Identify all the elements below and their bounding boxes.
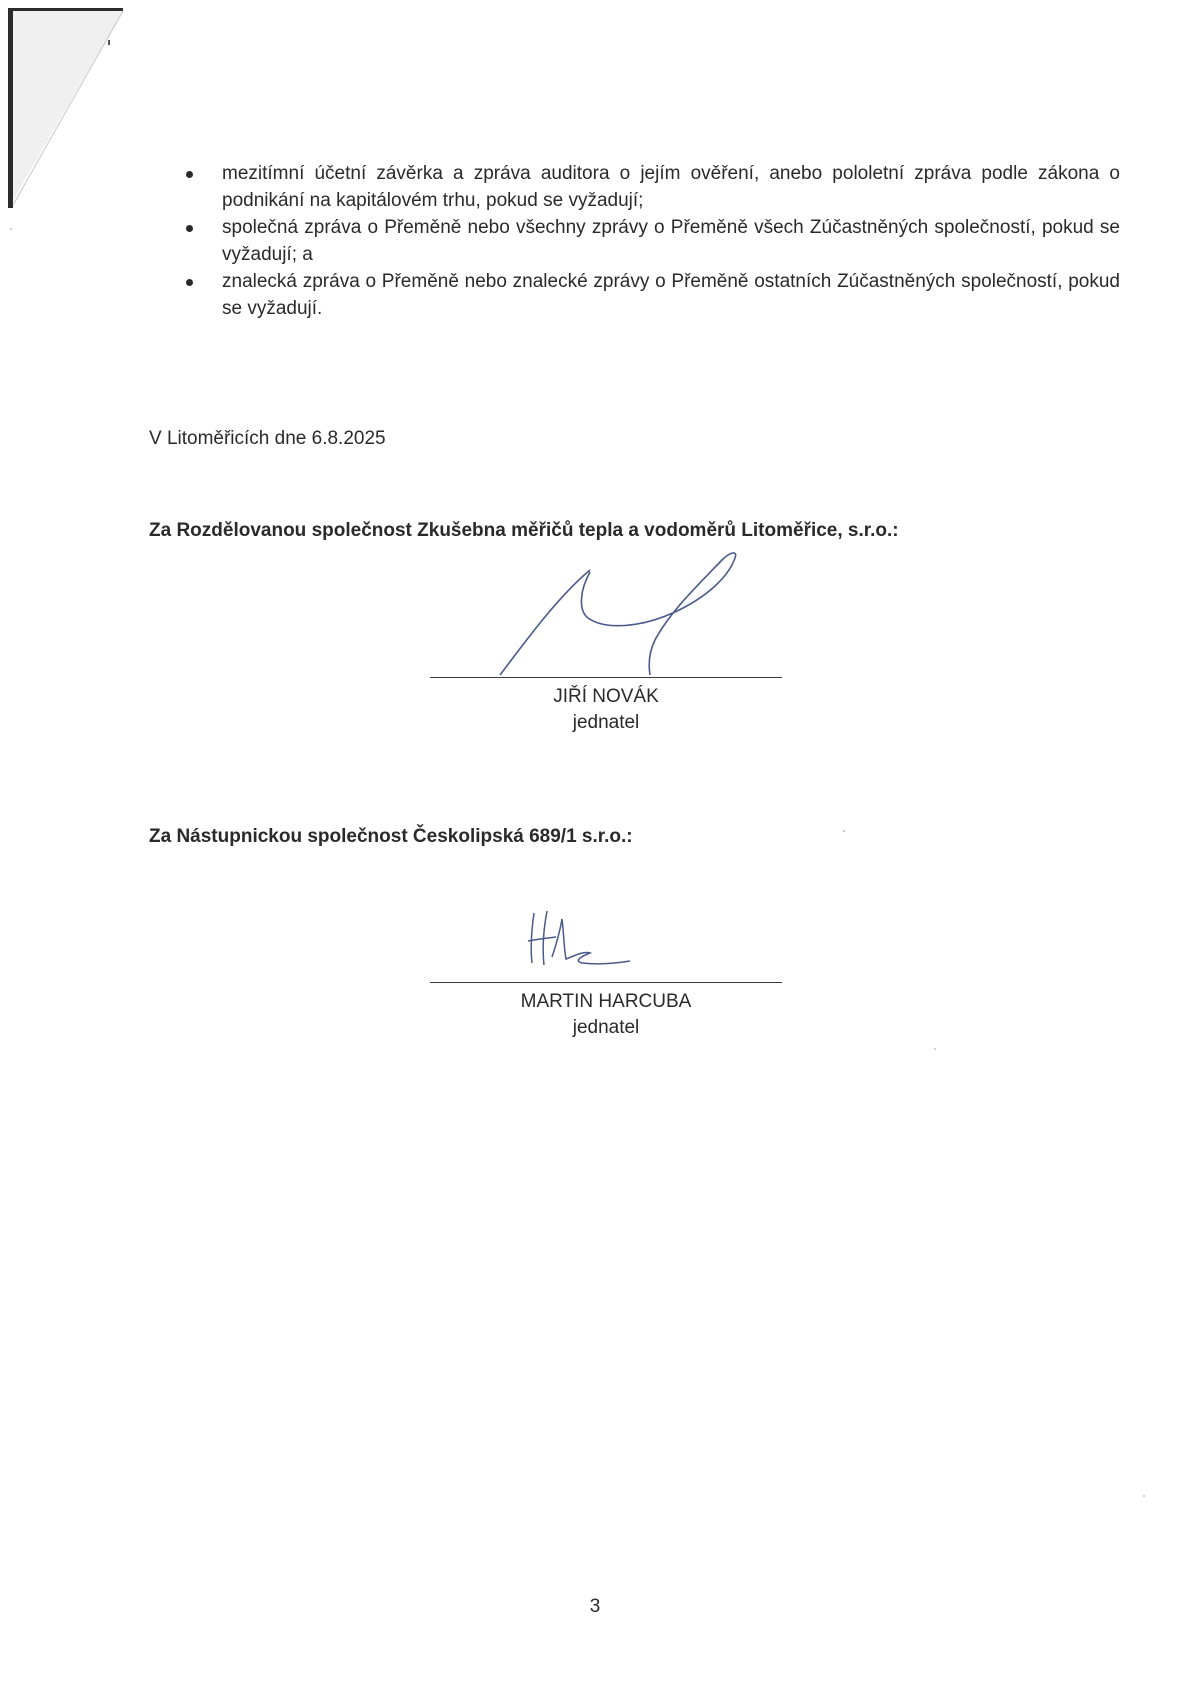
signatory-role: jednatel (572, 1017, 640, 1038)
signature-novak (490, 550, 770, 685)
scan-speck (843, 830, 845, 832)
bullet-icon (186, 279, 193, 286)
list-item: společná zpráva o Přeměně nebo všechny zprávy o Přeměně všech Zúčastněných společností, pokud se vyžadují; a (186, 214, 1120, 268)
list-item: znalecká zpráva o Přeměně nebo znalecké zprávy o Přeměně ostatních Zúčastněných společností, pokud se vyžadují. (186, 268, 1120, 322)
scan-speck (1143, 1495, 1145, 1497)
bullet-icon (186, 225, 193, 232)
list-item: mezitímní účetní závěrka a zpráva auditora o jejím ověření, anebo pololetní zpráva podle zákona o podnikání na kapitálovém trhu, pokud se vyžadují; (186, 160, 1120, 214)
signature-line (430, 677, 782, 678)
scan-speck (934, 1048, 936, 1050)
signature-line (430, 982, 782, 983)
party-heading-divided-company: Za Rozdělovanou společnost Zkušebna měřičů tepla a vodoměrů Litoměřice, s.r.o.: (149, 520, 899, 541)
party-heading-successor-company: Za Nástupnickou společnost Českolipská 689/1 s.r.o.: (149, 826, 633, 847)
place-and-date: V Litoměřicích dne 6.8.2025 (149, 428, 386, 449)
signatory-role: jednatel (572, 712, 640, 733)
requirements-list (186, 160, 1120, 322)
scan-speck (10, 228, 12, 230)
bullet-icon (186, 171, 193, 178)
signatory-name: MARTIN HARCUBA (520, 991, 692, 1012)
page-number: 3 (589, 1596, 601, 1617)
signatory-name: JIŘÍ NOVÁK (553, 686, 659, 707)
scan-corner-shadow (0, 0, 130, 240)
signature-harcuba (520, 905, 640, 980)
